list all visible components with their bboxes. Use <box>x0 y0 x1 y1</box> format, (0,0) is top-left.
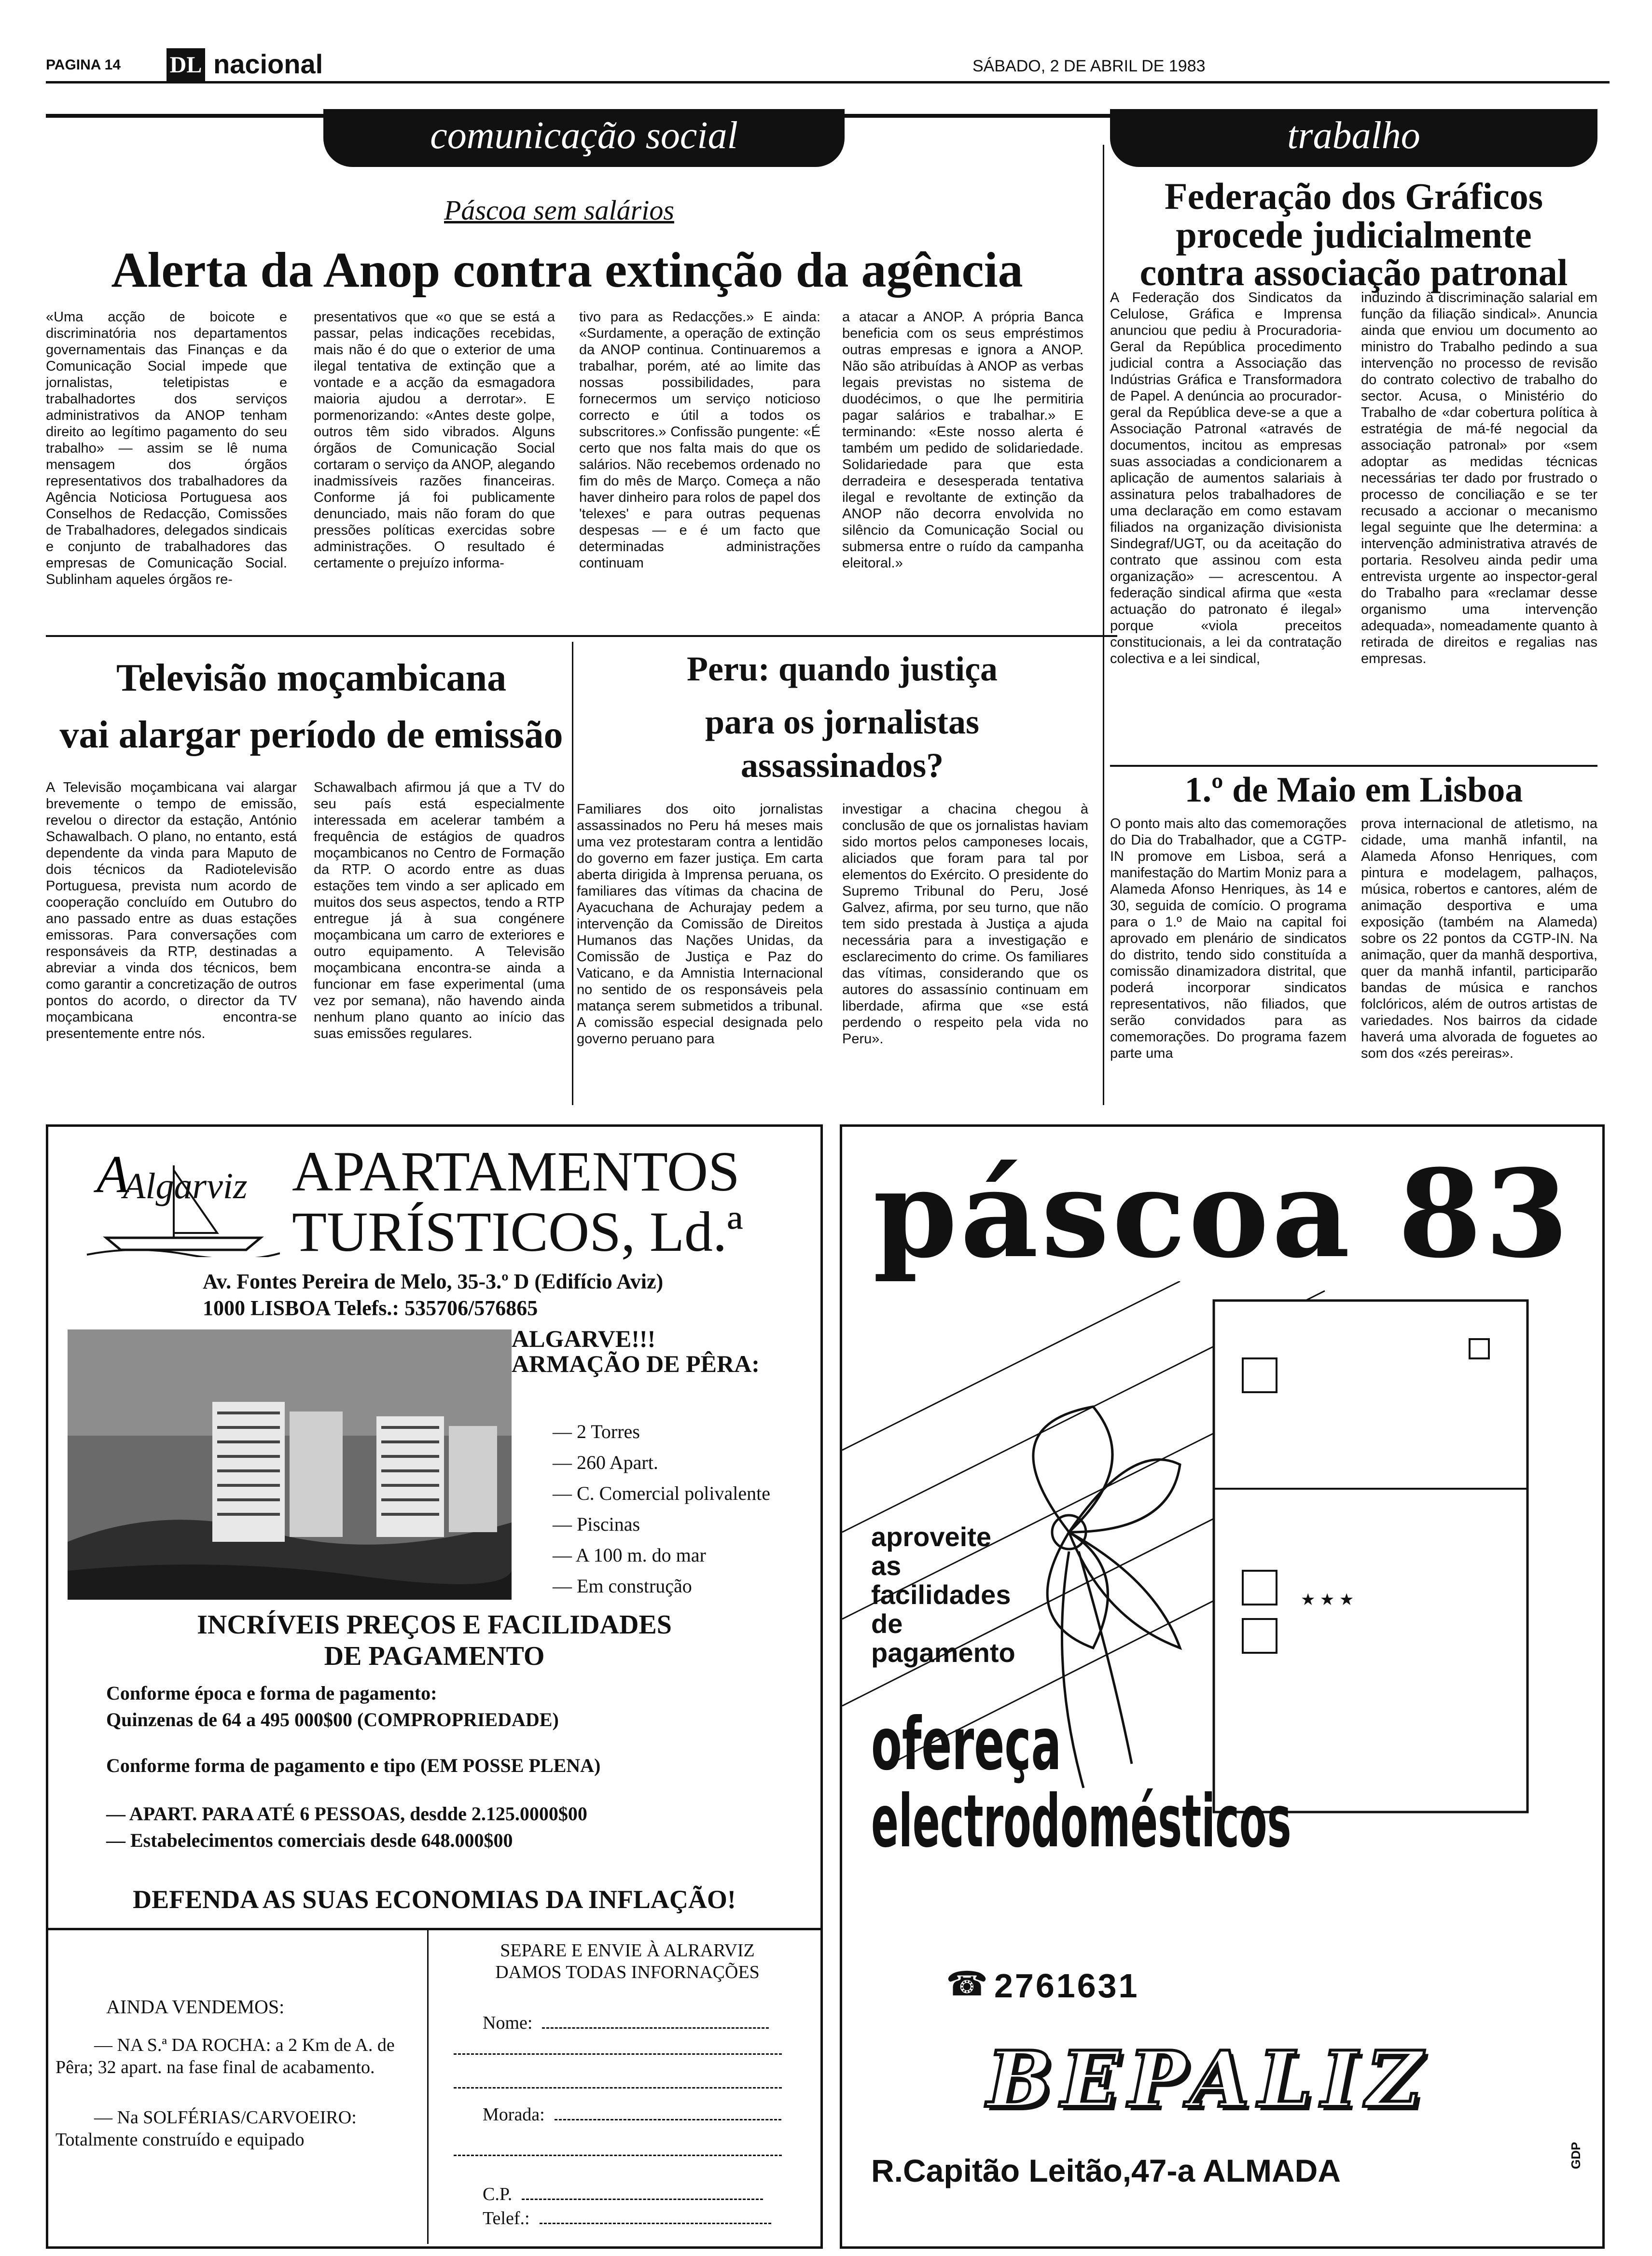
algarviz-place-1: ALGARVE!!! <box>512 1325 656 1352</box>
article-body-col-3: tivo para as Redacções.» E ainda: «Surdamente, a operação de extinção da ANOP continua. Continuaremos a trabalhar, porém, até ao limite das nossas possibilidades, para fornecermos um serviço noticioso correcto e útil a todos os subscritores.» Confissão pungente: «É certo que nos falta mais do que os salários. Não recebemos ordenado no fim do mês de Março. Começa a não haver dinheiro para rolos de papel dos 'telexes' e para outras pequenas despesas — e é um facto que determinadas administrações continuam <box>579 309 820 571</box>
feature-item: — C. Comercial polivalente <box>553 1482 770 1504</box>
maio-title: 1.º de Maio em Lisboa <box>1184 770 1523 810</box>
coupon-heading-2: DAMOS TODAS INFORNAÇÕES <box>495 1962 760 1982</box>
article-body-col-4: a atacar a ANOP. A própria Banca beneficia com os seus empréstimos outras empresas e ignora a ANOP. Não são atribuídas à ANOP as verbas legais previstas no sistema de duodécimos, o que lhe permitiria pagar salários e trabalhar.» E terminando: «Este nosso alerta é também um pedido de solidariedade. Solidariedade para que esta derradeira e desesperada tentativa ilegal e revoltante de extinção da ANOP não decorra envolvida no silêncio da Comunicação Social ou submersa entre o ruído da campanha eleitoral.» <box>842 309 1083 571</box>
ad-bepaliz <box>840 1124 1605 2249</box>
feature-item: — 260 Apart. <box>553 1452 658 1473</box>
coupon-blank-line[interactable] <box>454 2087 782 2089</box>
graficos-title-line-1: Federação dos Gráficos <box>1164 175 1543 217</box>
coupon-field-telef[interactable] <box>483 2208 771 2229</box>
algarviz-feature-list <box>553 1416 770 1602</box>
algarviz-title-line-1: APARTAMENTOS <box>292 1140 740 1203</box>
algarviz-also-1: — NA S.ª DA ROCHA: a 2 Km de A. de Pêra; 32 apart. na fase final de acabamento. <box>56 2035 395 2077</box>
coupon-vertical-divider <box>427 1930 429 2244</box>
field-label: Telef.: <box>483 2208 530 2228</box>
tv-body-col-2: Schawalbach afirmou já que a TV do seu país está especialmente interessada em acelerar também a frequência de estágios de quadros moçambicanos no Centro de Formação da RTP. O acordo entre as duas estações tem vindo a ser aplicado em muitos dos seus aspectos, tendo a RTP entregue já à sua congénere moçambicana um carro de exteriores e outro equipamento. A Televisão moçambicana encontra-se ainda a funcionar em fase experimental (uma vez por semana), não havendo ainda nenhum plano quanto ao início das suas emissões regulares. <box>314 780 565 1041</box>
bepaliz-offer-1: aproveite <box>871 1522 991 1552</box>
bepaliz-offer-4: de <box>871 1608 903 1639</box>
banner-trabalho: trabalho <box>1110 109 1597 167</box>
feature-item: — Em construção <box>553 1575 692 1597</box>
coupon-heading-1: SEPARE E ENVIE À ALRARVIZ <box>500 1940 755 1961</box>
algarviz-divider <box>48 1928 820 1930</box>
graficos-title-line-3: contra associação patronal <box>1139 251 1568 293</box>
algarviz-place-2: ARMAÇÃO DE PÊRA: <box>512 1350 760 1377</box>
algarviz-condition-1: Conforme época e forma de pagamento: <box>106 1682 437 1704</box>
bepaliz-brand: BEPALIZ <box>986 2034 1431 2125</box>
coupon-field-cp[interactable] <box>483 2184 763 2205</box>
coupon-field-morada[interactable] <box>483 2104 781 2125</box>
feature-item: — 2 Torres <box>553 1421 640 1442</box>
coupon-field-nome[interactable] <box>483 2012 769 2034</box>
graficos-body-col-2: induzindo à discriminação salarial em função da filiação sindical». Anuncia ainda que enviou um documento ao ministro do Trabalho pedindo a sua intervenção no processo de revisão do contrato colectivo de trabalho do sector. Acusa, o Ministério do Trabalho de «dar cobertura política à estratégia de má-fé negocial da associação patronal» por «sem adoptar as medidas técnicas necessárias ter dado por frustrado o processo de conciliação e se ter recusado a accionar o mecanismo legal seguinte que lhe determina: a intervenção administrativa através de portaria. Resolveu ainda pedir uma entrevista urgente ao inspector-geral do Trabalho para «reclamar desse organismo uma intervenção adequada», nomeadamente quanto à retirada de direitos e regalias nas empresas. <box>1361 290 1597 666</box>
algarviz-logo-text: Algarviz <box>123 1166 248 1206</box>
article-title: Alerta da Anop contra extinção da agência <box>111 242 1023 298</box>
peru-title-line-3: assassinados? <box>740 746 944 785</box>
bepaliz-headline: páscoa 83 <box>873 1143 1572 1285</box>
page-number: PAGINA 14 <box>46 57 121 73</box>
maio-body-col-1: O ponto mais alto das comemorações do Dia do Trabalhador, que a CGTP-IN promove em Lisboa, será a manifestação do Martim Moniz para a Alameda Afonso Henriques, às 14 e 30, seguida de comício. O programa para o 1.º de Maio na capital foi aprovado em plenário de sindicatos do distrito, tendo sido constituída a comissão dinamizadora distrital, que poderá incorporar sindicatos representativos, não filiados, que serão convidados para as comemorações. Do programa fazem parte uma <box>1110 816 1347 1061</box>
feature-item: — A 100 m. do mar <box>553 1544 706 1566</box>
peru-body-col-2: investigar a chacina chegou à conclusão de que os jornalistas haviam sido mortos pelos camponeses locais, aliciados que foram para tal por elementos do Exército. O presidente do Supremo Tribunal do Peru, José Galvez, afirma, por seu turno, que não tem sido prestada à Justiça a ajuda necessária para a investigação e esclarecimento do crime. Os familiares das vítimas, considerando que os autores do assassínio continuam em liberdade, afirma que «se está perdendo o respeito pela vida no Peru». <box>842 802 1088 1047</box>
bepaliz-offer-3: facilidades <box>871 1579 1011 1610</box>
anop-bottom-rule <box>46 635 1117 637</box>
header-date: SÁBADO, 2 DE ABRIL DE 1983 <box>972 57 1206 75</box>
algarviz-condition-2: Quinzenas de 64 a 495 000$00 (COMPROPRIEDADE) <box>106 1709 559 1730</box>
algarviz-title-line-2: TURÍSTICOS, Ld.ª <box>292 1200 743 1263</box>
phone-icon: ☎ <box>946 1964 988 2004</box>
bepaliz-offer-2: as <box>871 1550 902 1581</box>
peru-title-line-2: para os jornalistas <box>705 703 980 741</box>
nome-input-line[interactable] <box>542 2022 769 2029</box>
graficos-body-col-1: A Federação dos Sindicatos da Celulose, Gráfica e Imprensa anunciou que pediu à Procuradoria-Geral da República procedimento judicial contra a Associação das Indústrias Gráfica e Transformadora de Papel. A denúncia ao procurador-geral da República deve-se a que a Associação Patronal «através de documentos, incitou as empresas suas associadas a condicionarem a aplicação de aumentos salariais à assinatura pelos trabalhadores de uma declaração em como estavam filiados na organização divisionista Sindegraf/UGT, ou da aceitação do contrato que assinou com esta organização» — acrescentou. A federação sindical afirma que «esta actuação do patronato é ilegal» porque «viola preceitos constitucionais, a lei da contratação colectiva e a lei sindical, <box>1110 290 1342 666</box>
feature-item: — Piscinas <box>553 1513 640 1535</box>
peru-title-line-1: Peru: quando justiça <box>686 650 998 688</box>
algarviz-condition-3: Conforme forma de pagamento e tipo (EM POSSE PLENA) <box>106 1755 601 1776</box>
field-label: C.P. <box>483 2184 513 2204</box>
field-label: Morada: <box>483 2104 545 2125</box>
algarviz-address-2: 1000 LISBOA Telefs.: 535706/576865 <box>203 1296 538 1320</box>
tv-body-col-1: A Televisão moçambicana vai alargar brevemente o tempo de emissão, revelou o director da estação, António Schawalbach. O plano, no entanto, está dependente da vinda para Maputo de dois técnicos da Radiotelevisão Portuguesa, prevista num acordo de cooperação concluído em Outubro do ano passado entre as duas estações emissoras. Para conversações com responsáveis da RTP, destinadas a abreviar a vinda dos técnicos, bem como garantir a concretização de outros pontos do acordo, o director da TV moçambicana encontra-se presentemente entre nós. <box>46 780 297 1041</box>
algarviz-price-2: — Estabelecimentos comerciais desde 648.000$00 <box>106 1829 513 1851</box>
bepaliz-phone: 2761631 <box>994 1967 1139 2005</box>
algarviz-also-2: — Na SOLFÉRIAS/CARVOEIRO: Totalmente construído e equipado <box>56 2107 357 2150</box>
ad-algarviz <box>46 1124 823 2249</box>
peru-body-col-1: Familiares dos oito jornalistas assassinados no Peru há meses mais uma vez protestaram contra a lentidão do governo em fazer justiça. Em carta aberta dirigida à Imprensa peruana, os familiares das vítimas da chacina de Ayacuchana de Achurajay pedem a intervenção da Comissão de Direitos Humanos das Nações Unidas, da Comissão de Justiça e Paz do Vaticano, e da Amnistia Internacional no sentido de os responsáveis pela matança serem submetidos a tribunal. A comissão especial designada pelo governo peruano para <box>577 802 823 1047</box>
article-body-col-1: «Uma acção de boicote e discriminatória nos departamentos governamentais das Finanças e da Comunicação Social impede que jornalistas, teletipistas e trabalhadortes dos serviços administrativos da ANOP tenham direito ao legítimo pagamento do seu trabalho» — assim se lê numa mensagem dos órgãos representativos dos trabalhadores da Agência Noticiosa Portuguesa aos Conselhos de Redacção, Comissões de Trabalhadores, delegados sindicais e conjunto de trabalhadores das empresas de Comunicação Social. Sublinham aqueles órgãos re- <box>46 309 287 587</box>
maio-body-col-2: prova internacional de atletismo, na cidade, uma manhã infantil, na Alameda Afonso Henriques, com pintura e modelagem, palhaços, música, robertos e cantores, além de animação desportiva e uma exposição (também na Alameda) sobre os 22 pontos da CGTP-IN. Na animação, quer da manhã desportiva, quer da manhã infantil, participarão bandas de música e ranchos folclóricos, além de outros artistas de variedades. Nos bairros da cidade haverá uma alvorada de foguetes ao som dos «zés pereiras». <box>1361 816 1597 1061</box>
morada-input-line[interactable] <box>555 2114 781 2120</box>
graficos-bottom-rule <box>1110 765 1597 767</box>
column-divider-right <box>1103 145 1104 1105</box>
bepaliz-offer-5: pagamento <box>871 1637 1015 1668</box>
algarviz-slogan: DEFENDA AS SUAS ECONOMIAS DA INFLAÇÃO! <box>133 1885 736 1914</box>
coupon-blank-line[interactable] <box>454 2155 782 2156</box>
article-kicker: Páscoa sem salários <box>444 194 674 226</box>
algarviz-promo-2: DE PAGAMENTO <box>324 1641 545 1671</box>
cp-input-line[interactable] <box>522 2194 763 2200</box>
graficos-title-line-2: procede judicialmente <box>1176 214 1532 256</box>
building-photo <box>68 1329 512 1600</box>
header-rule <box>46 81 1610 83</box>
algarviz-promo-1: INCRÍVEIS PREÇOS E FACILIDADES <box>197 1610 672 1640</box>
column-divider-middle <box>572 642 573 1105</box>
telef-input-line[interactable] <box>540 2218 771 2224</box>
bepaliz-address: R.Capitão Leitão,47-a ALMADA <box>871 2153 1341 2188</box>
newspaper-logo: DL <box>167 48 205 82</box>
bepaliz-big-1: ofereça <box>871 1702 1062 1786</box>
bepaliz-big-2: electrodomésticos <box>871 1780 1291 1864</box>
bepaliz-stars: ★ ★ ★ <box>1301 1591 1354 1609</box>
article-body-col-2: presentativos que «o que se está a passar, pelas indicações recebidas, mais não é do que o exterior de uma ilegal tentativa de extinção que a vontade e a acção da esmagadora maioria ajudou a derrotar». E pormenorizando: «Antes deste golpe, outros têm sido vibrados. Alguns órgãos de Comunicação Social cortaram o serviço da ANOP, alegando inadmissíveis razões financeiras. Conforme já foi publicamente denunciado, mais não foram do que pressões políticas exercidas sobre administrações. O resultado é certamente o prejuízo informa- <box>314 309 555 571</box>
field-label: Nome: <box>483 2013 533 2033</box>
svg-text:A: A <box>97 1146 129 1204</box>
tv-title-line-2: vai alargar período de emissão <box>59 714 563 756</box>
section-label: nacional <box>213 49 323 79</box>
tv-title-line-1: Televisão moçambicana <box>116 657 507 699</box>
bepaliz-code: GDP <box>1569 2142 1583 2169</box>
algarviz-logo <box>77 1146 280 1257</box>
algarviz-price-1: — APART. PARA ATÉ 6 PESSOAS, desdde 2.125.0000$00 <box>106 1803 587 1825</box>
coupon-blank-line[interactable] <box>454 2053 782 2055</box>
algarviz-also-title: AINDA VENDEMOS: <box>106 1996 285 2018</box>
algarviz-address-1: Av. Fontes Pereira de Melo, 35-3.º D (Edifício Aviz) <box>203 1270 664 1293</box>
banner-comunicacao-social: comunicação social <box>323 109 845 167</box>
